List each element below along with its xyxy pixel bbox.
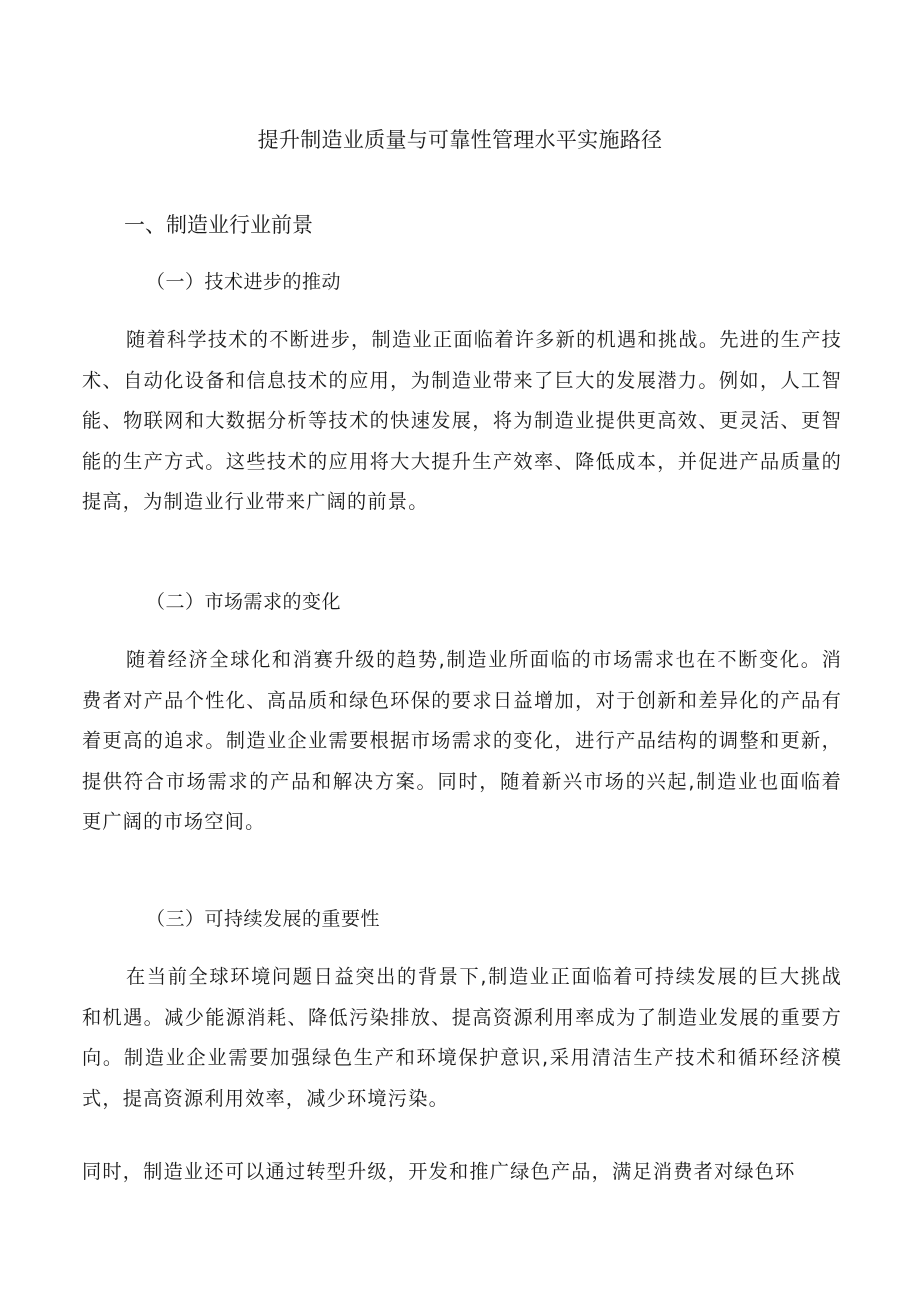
paragraph-sustainability-continued: 同时，制造业还可以通过转型升级，开发和推广绿色产品，满足消费者对绿色环 bbox=[82, 1160, 796, 1183]
document-title: 提升制造业质量与可靠性管理水平实施路径 bbox=[257, 128, 663, 152]
section-heading-industry-outlook: 一、制造业行业前景 bbox=[124, 213, 313, 237]
paragraph-market-demand: 随着经济全球化和消赛升级的趋势,制造业所面临的市场需求也在不断变化。消费者对产品个性化、高品质和绿色环保的要求日益增加，对于创新和差异化的产品有着更高的追求。制造业企业需要根据市场需求的变化，进行产品结构的调整和更新，提供符合市场需求的产品和解决方案。同时，随着新兴市场的兴起,制造业也面临着更广阔的市场空间。 bbox=[82, 648, 842, 833]
subsection-heading-sustainability: （三）可持续发展的重要性 bbox=[146, 908, 381, 930]
paragraph-technology: 随着科学技术的不断进步，制造业正面临着许多新的机遇和挑战。先进的生产技术、自动化设备和信息技术的应用，为制造业带来了巨大的发展潜力。例如，人工智能、物联网和大数据分析等技术的快速发展，将为制造业提供更高效、更灵活、更智能的生产方式。这些技术的应用将大大提升生产效率、降低成本，并促进产品质量的提高，为制造业行业带来广阔的前景。 bbox=[82, 328, 842, 513]
subsection-heading-market-demand: （二）市场需求的变化 bbox=[146, 591, 342, 613]
subsection-heading-technology: （一）技术进步的推动 bbox=[146, 271, 342, 293]
paragraph-sustainability: 在当前全球环境问题日益突出的背景下,制造业正面临着可持续发展的巨大挑战和机遇。减少能源消耗、降低污染排放、提高资源利用率成为了制造业发展的重要方向。制造业企业需要加强绿色生产和环境保护意识,采用清洁生产技术和循环经济模式，提高资源利用效率，减少环境污染。 bbox=[82, 965, 842, 1110]
